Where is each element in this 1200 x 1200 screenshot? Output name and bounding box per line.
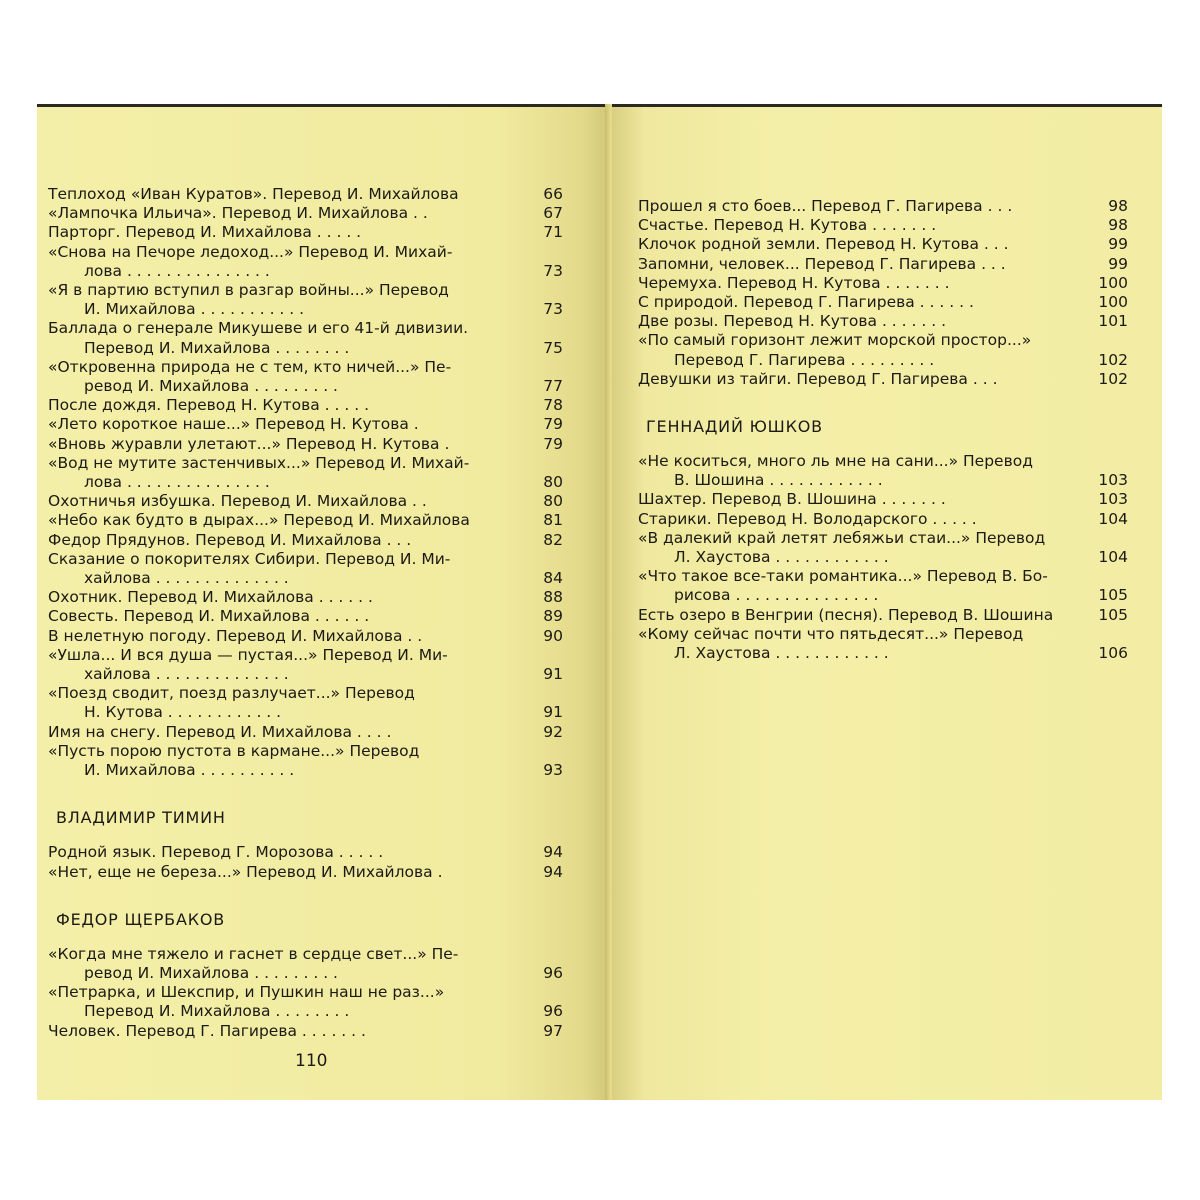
toc-entry [638, 490, 1128, 509]
toc-entry [48, 843, 563, 862]
right-toc [638, 197, 1128, 663]
toc-entry [638, 197, 1128, 216]
toc-entry [638, 331, 1128, 369]
entry-page-number: 101 [1098, 312, 1128, 331]
entry-page-number: 78 [543, 396, 563, 415]
entry-page-number: 105 [1098, 605, 1128, 624]
entry-title-line: Прошел я сто боев... Перевод Г. Пагирева . . . [638, 197, 1013, 215]
toc-entry [638, 216, 1128, 235]
entry-title-line: Сказание о покорителях Сибири. Перевод И. Ми- [48, 549, 451, 568]
toc-entry [48, 243, 563, 281]
entry-title-line: И. Михайлова . . . . . . . . . . [84, 761, 295, 780]
entry-page-number: 100 [1098, 293, 1128, 312]
toc-entry [48, 396, 563, 415]
entry-title-line: «По самый горизонт лежит морской простор...» [638, 331, 1032, 350]
entry-title-line: В нелетную погоду. Перевод И. Михайлова . . [48, 626, 423, 645]
entry-title-line: Счастье. Перевод Н. Кутова . . . . . . . [638, 216, 937, 235]
entry-title-line: Теплоход «Иван Куратов». Перевод И. Михайлова [48, 185, 459, 203]
entry-title-line: хайлова . . . . . . . . . . . . . . [84, 665, 289, 684]
entry-title-line: «Ушла... И вся душа — пустая...» Перевод И. Ми- [48, 645, 448, 664]
entry-page-number: 75 [543, 338, 563, 357]
toc-entry [638, 293, 1128, 312]
entry-title-line: Л. Хаустова . . . . . . . . . . . . [674, 644, 889, 663]
entry-title-line: «Вод не мутите застенчивых...» Перевод И. Михай- [48, 453, 470, 472]
toc-entry [638, 370, 1128, 389]
toc-entry [48, 531, 563, 550]
entry-title-line: «Лето короткое наше...» Перевод Н. Кутова . [48, 415, 419, 434]
entry-title-line: рисова . . . . . . . . . . . . . . . [674, 586, 879, 605]
entry-page-number: 100 [1098, 273, 1128, 292]
toc-entry [48, 863, 563, 882]
entry-page-number: 102 [1098, 369, 1128, 388]
entry-title-line: Человек. Перевод Г. Пагирева . . . . . . . [48, 1021, 366, 1040]
entry-title-line: «Вновь журавли улетают...» Перевод Н. Кутова . [48, 434, 450, 453]
entry-page-number: 99 [1108, 235, 1128, 254]
toc-entry [48, 627, 563, 646]
entry-page-number: 96 [543, 963, 563, 982]
entry-page-number: 71 [543, 223, 563, 242]
entry-page-number: 98 [1108, 197, 1128, 215]
entry-page-number: 97 [543, 1021, 563, 1040]
entry-title-line: «Кому сейчас почти что пятьдесят...» Перевод [638, 624, 1024, 643]
entry-title-line: Л. Хаустова . . . . . . . . . . . . [674, 548, 889, 567]
entry-title-line: лова . . . . . . . . . . . . . . . [84, 473, 270, 492]
entry-page-number: 92 [543, 722, 563, 741]
entry-page-number: 66 [543, 185, 563, 203]
entry-title-line: Девушки из тайги. Перевод Г. Пагирева . . . [638, 369, 998, 388]
entry-title-line: «В далекий край летят лебяжьи стаи...» Перевод [638, 528, 1046, 547]
entry-page-number: 73 [543, 261, 563, 280]
entry-page-number: 99 [1108, 254, 1128, 273]
entry-title-line: Совесть. Перевод И. Михайлова . . . . . . [48, 607, 370, 626]
entry-title-line: Перевод Г. Пагирева . . . . . . . . . [674, 350, 935, 369]
toc-entry [48, 511, 563, 530]
toc-entry [48, 492, 563, 511]
entry-page-number: 105 [1098, 586, 1128, 605]
toc-entry [48, 204, 563, 223]
toc-entry [48, 415, 563, 434]
entry-title-line: Клочок родной земли. Перевод Н. Кутова . . . [638, 235, 1009, 254]
entry-page-number: 77 [543, 377, 563, 396]
toc-entry [638, 255, 1128, 274]
entry-title-line: «Поезд сводит, поезд разлучает...» Перевод [48, 684, 415, 703]
toc-entry [638, 510, 1128, 529]
left-toc [48, 185, 563, 1041]
entry-page-number: 103 [1098, 471, 1128, 490]
toc-entry [48, 607, 563, 626]
entry-title-line: лова . . . . . . . . . . . . . . . [84, 261, 270, 280]
entry-title-line: «Небо как будто в дырах...» Перевод И. Михайлова [48, 511, 470, 530]
entry-page-number: 104 [1098, 509, 1128, 528]
toc-entry [48, 723, 563, 742]
entry-page-number: 79 [543, 415, 563, 434]
entry-page-number: 80 [543, 492, 563, 511]
entry-page-number: 84 [543, 569, 563, 588]
entry-page-number: 82 [543, 530, 563, 549]
toc-entry [48, 684, 563, 722]
toc-entry [48, 1022, 563, 1041]
author-heading: ВЛАДИМИР ТИМИН [56, 808, 226, 828]
entry-title-line: Охотничья избушка. Перевод И. Михайлова . . [48, 492, 427, 511]
entry-page-number: 73 [543, 300, 563, 319]
entry-page-number: 104 [1098, 548, 1128, 567]
entry-title-line: Шахтер. Перевод В. Шошина . . . . . . . [638, 490, 946, 509]
left-page [37, 104, 612, 1100]
entry-title-line: «Откровенна природа не с тем, кто ничей...» Пе- [48, 357, 452, 376]
entry-title-line: «Я в партию вступил в разгар войны...» Перевод [48, 281, 449, 300]
entry-title-line: После дождя. Перевод Н. Кутова . . . . . [48, 396, 370, 415]
entry-title-line: Есть озеро в Венгрии (песня). Перевод В. Шошина [638, 605, 1054, 624]
author-heading: ГЕННАДИЙ ЮШКОВ [646, 417, 823, 437]
entry-title-line: Парторг. Перевод И. Михайлова . . . . . [48, 223, 362, 242]
toc-entry [48, 983, 563, 1021]
entry-page-number: 94 [543, 843, 563, 862]
right-page [612, 104, 1162, 1100]
entry-title-line: Охотник. Перевод И. Михайлова . . . . . . [48, 588, 373, 607]
entry-title-line: Перевод И. Михайлова . . . . . . . . [84, 338, 350, 357]
entry-title-line: «Лампочка Ильича». Перевод И. Михайлова . . [48, 204, 428, 223]
toc-entry [48, 358, 563, 396]
entry-title-line: Перевод И. Михайлова . . . . . . . . [84, 1002, 350, 1021]
entry-title-line: Имя на снегу. Перевод И. Михайлова . . . . [48, 722, 392, 741]
toc-entry [48, 550, 563, 588]
toc-entry [48, 281, 563, 319]
entry-page-number: 81 [543, 511, 563, 530]
entry-title-line: ревод И. Михайлова . . . . . . . . . [84, 377, 338, 396]
entry-title-line: С природой. Перевод Г. Пагирева . . . . . . [638, 293, 974, 312]
toc-entry [638, 606, 1128, 625]
author-heading: ФЕДОР ЩЕРБАКОВ [56, 909, 226, 929]
toc-entry [638, 274, 1128, 293]
entry-page-number: 91 [543, 703, 563, 722]
toc-entry [638, 312, 1128, 331]
entry-page-number: 103 [1098, 490, 1128, 509]
page-number: 110 [295, 1051, 328, 1071]
entry-title-line: Федор Прядунов. Перевод И. Михайлова . . . [48, 530, 412, 549]
entry-page-number: 93 [543, 761, 563, 780]
entry-title-line: «Пусть порою пустота в кармане...» Перевод [48, 741, 420, 760]
toc-entry [638, 452, 1128, 490]
entry-page-number: 67 [543, 204, 563, 223]
toc-entry [48, 319, 563, 357]
entry-title-line: ревод И. Михайлова . . . . . . . . . [84, 963, 338, 982]
entry-title-line: Баллада о генерале Микушеве и его 41-й дивизии. [48, 319, 469, 338]
entry-page-number: 98 [1108, 216, 1128, 235]
entry-page-number: 80 [543, 473, 563, 492]
entry-title-line: «Нет, еще не береза...» Перевод И. Михайлова . [48, 862, 443, 881]
toc-entry [48, 742, 563, 780]
entry-page-number: 88 [543, 588, 563, 607]
toc-entry [48, 945, 563, 983]
toc-entry [638, 235, 1128, 254]
toc-entry [48, 223, 563, 242]
entry-title-line: «Что такое все-таки романтика...» Перевод В. Бо- [638, 567, 1048, 586]
entry-title-line: «Снова на Печоре ледоход...» Перевод И. Михай- [48, 242, 453, 261]
entry-page-number: 94 [543, 862, 563, 881]
toc-entry [48, 454, 563, 492]
toc-entry [48, 435, 563, 454]
entry-page-number: 91 [543, 665, 563, 684]
toc-entry [48, 588, 563, 607]
entry-title-line: Запомни, человек... Перевод Г. Пагирева . . . [638, 254, 1006, 273]
entry-title-line: «Когда мне тяжело и гаснет в сердце свет...» Пе- [48, 944, 459, 963]
toc-entry [638, 625, 1128, 663]
entry-page-number: 79 [543, 434, 563, 453]
entry-title-line: «Не коситься, много ль мне на сани...» Перевод [638, 452, 1033, 471]
entry-page-number: 96 [543, 1002, 563, 1021]
entry-page-number: 89 [543, 607, 563, 626]
entry-title-line: «Петрарка, и Шекспир, и Пушкин наш не раз...» [48, 983, 445, 1002]
entry-page-number: 90 [543, 626, 563, 645]
entry-title-line: хайлова . . . . . . . . . . . . . . [84, 569, 289, 588]
toc-entry [48, 185, 563, 204]
toc-entry [48, 646, 563, 684]
entry-title-line: В. Шошина . . . . . . . . . . . . [674, 471, 883, 490]
entry-title-line: Родной язык. Перевод Г. Морозова . . . . . [48, 843, 384, 862]
entry-title-line: И. Михайлова . . . . . . . . . . . [84, 300, 305, 319]
entry-title-line: Две розы. Перевод Н. Кутова . . . . . . . [638, 312, 947, 331]
toc-entry [638, 567, 1128, 605]
entry-title-line: Н. Кутова . . . . . . . . . . . . [84, 703, 282, 722]
entry-page-number: 102 [1098, 350, 1128, 369]
entry-title-line: Черемуха. Перевод Н. Кутова . . . . . . . [638, 273, 950, 292]
toc-entry [638, 529, 1128, 567]
entry-page-number: 106 [1098, 644, 1128, 663]
entry-title-line: Старики. Перевод Н. Володарского . . . . . [638, 509, 977, 528]
